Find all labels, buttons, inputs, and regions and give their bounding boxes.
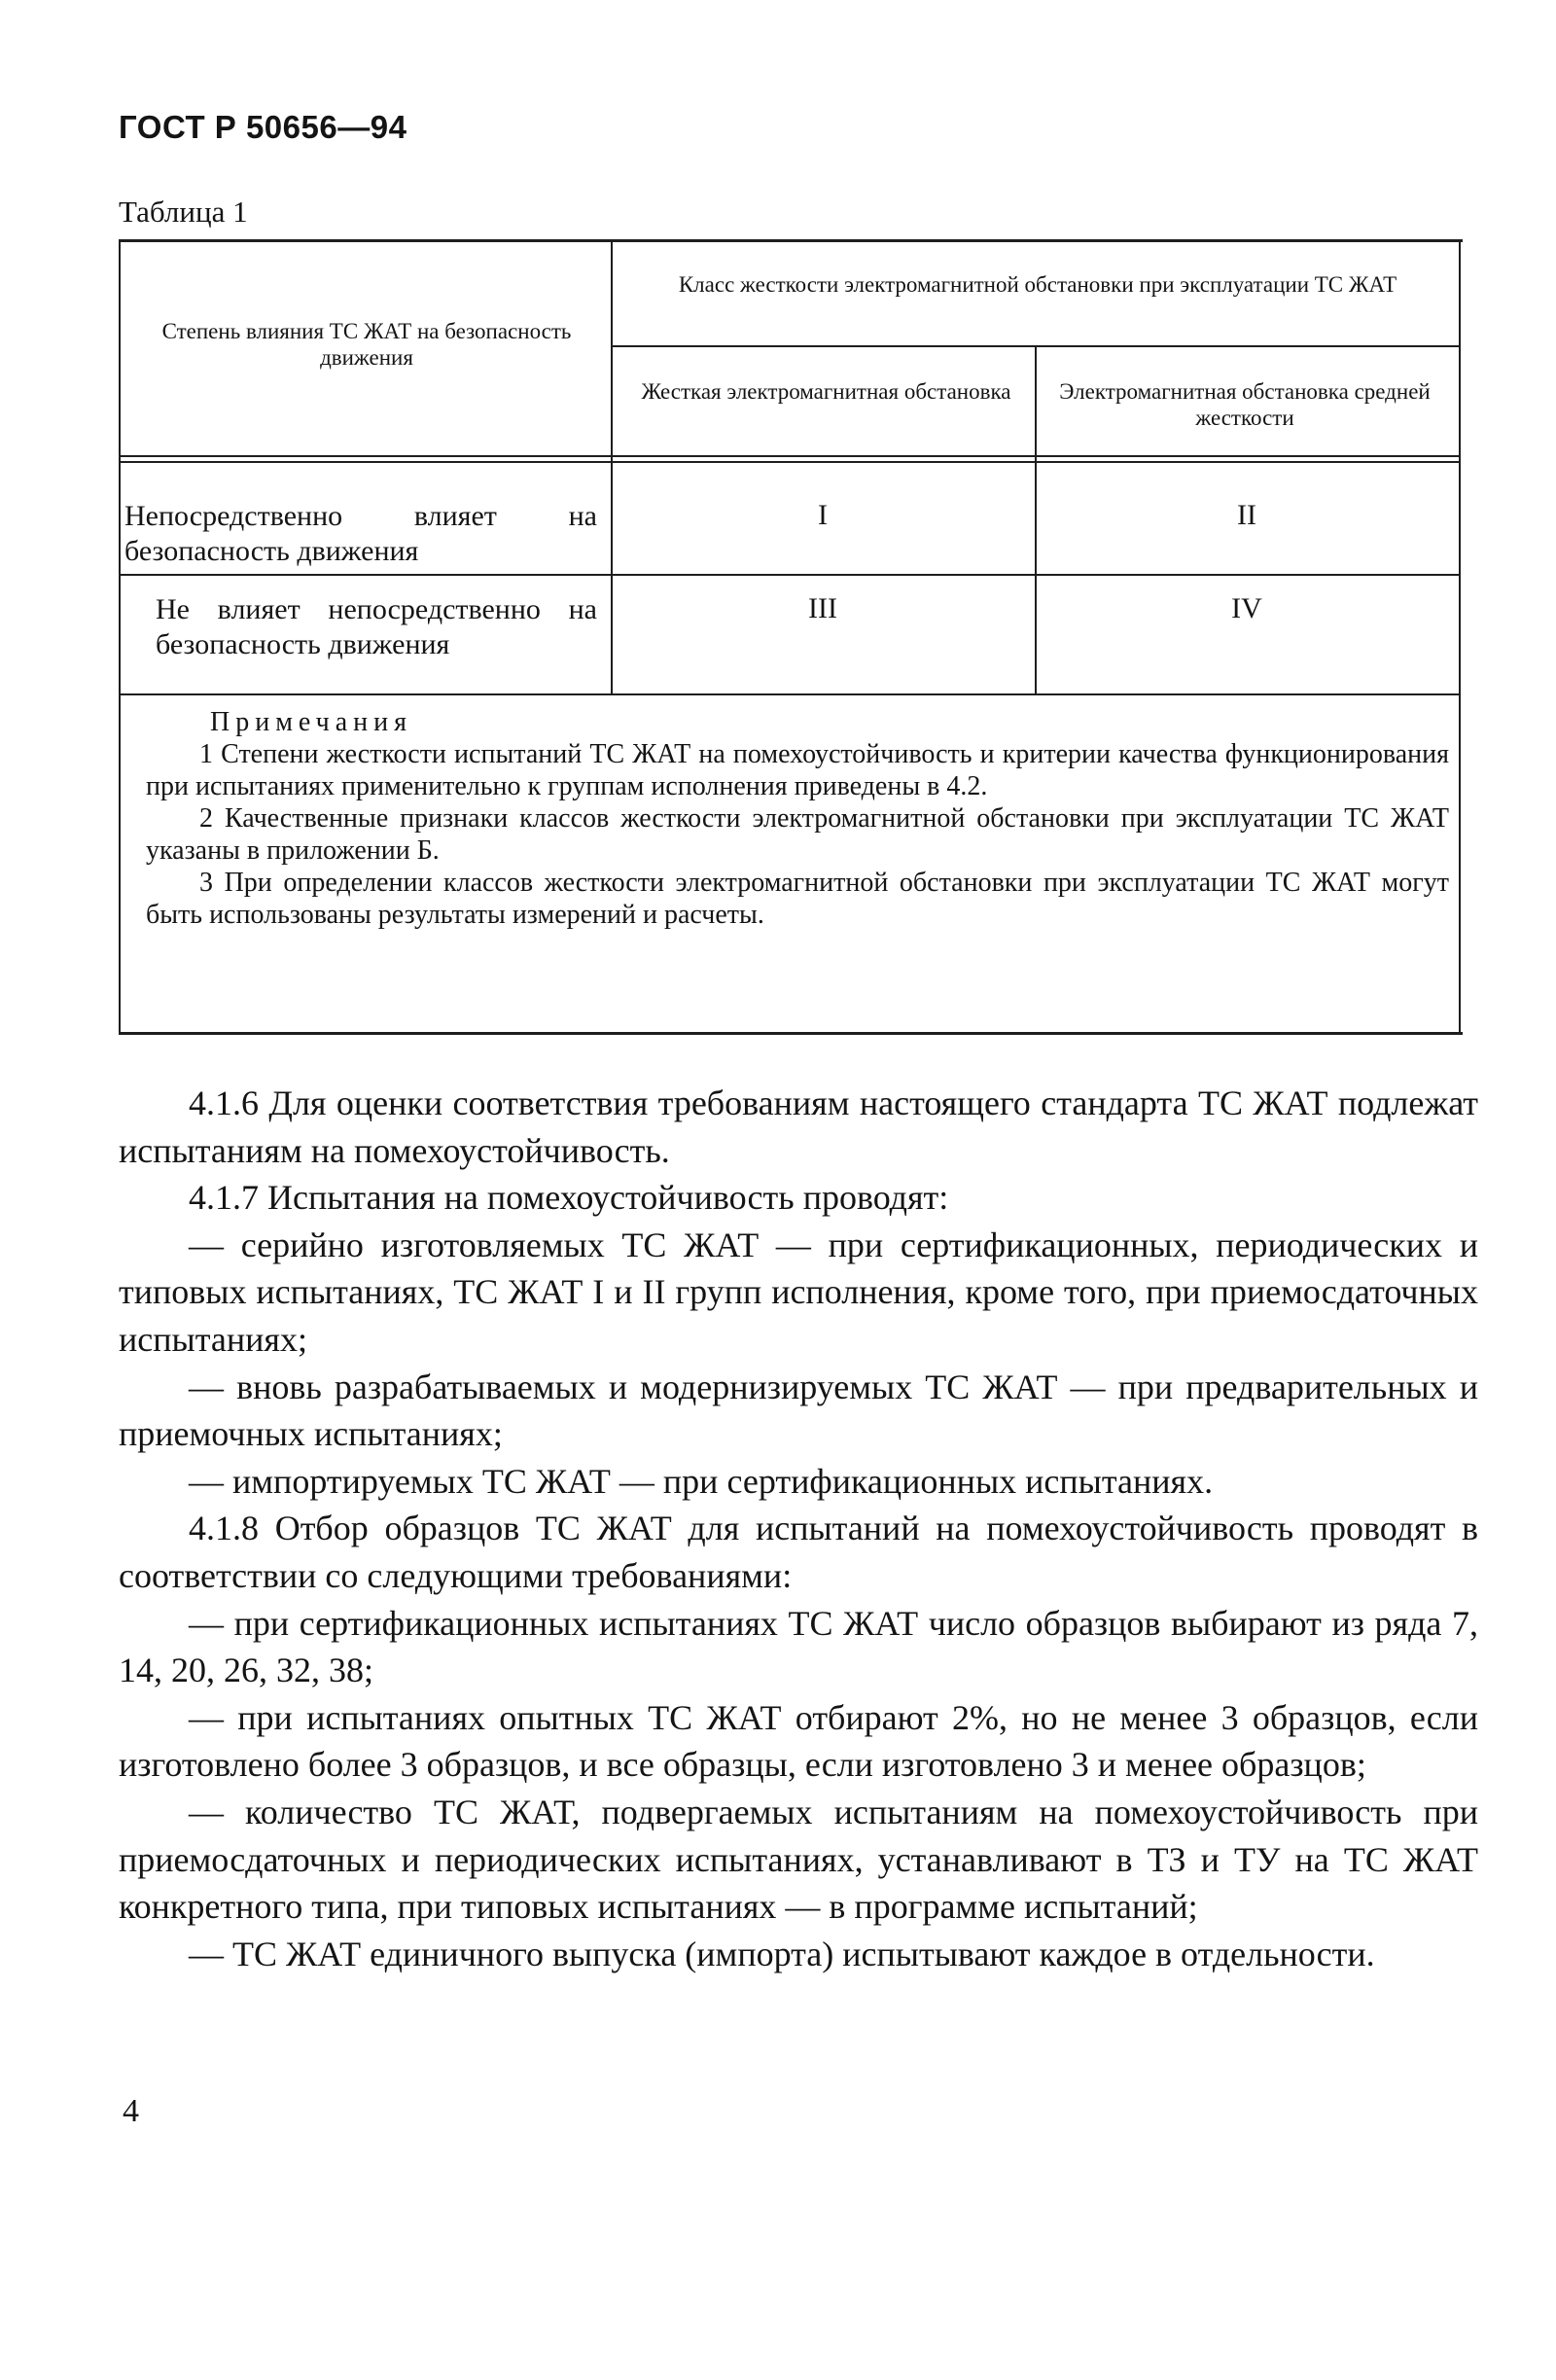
subheader-hard: Жесткая электромагнитная обстановка xyxy=(641,379,1011,404)
header-class: Класс жесткости электромагнитной обстановки при эксплуатации ТС ЖАТ xyxy=(678,272,1397,297)
list-item-single: — ТС ЖАТ единичного выпуска (импорта) испытывают каждое в отдельности. xyxy=(189,1934,1375,1973)
table-caption: Таблица 1 xyxy=(119,195,248,229)
subheader-medium: Электромагнитная обстановка средней жесткости xyxy=(1059,379,1431,430)
row-2-hard-class: III xyxy=(808,592,837,624)
note-1: 1 Степени жесткости испытаний ТС ЖАТ на помехоустойчивость и критерии качества функционирования при испытаниях применительно к группам исполнения приведены в 4.2. xyxy=(146,739,1449,801)
table-right-border xyxy=(1459,242,1461,1032)
table-header-line-1 xyxy=(119,455,1461,457)
table-col-divider xyxy=(611,242,613,693)
list-item-new: — вновь разрабатываемых и модернизируемых ТС ЖАТ — при предварительных и приемочных испытаниях; xyxy=(119,1367,1478,1454)
table-left-border xyxy=(119,242,121,1032)
body-text xyxy=(119,1080,1478,1977)
classification-table xyxy=(119,239,1463,1035)
list-item-prototype: — при испытаниях опытных ТС ЖАТ отбирают 2%, но не менее 3 образцов, если изготовлено более 3 образцов, и все образцы, если изготовлено 3 и менее образцов; xyxy=(119,1697,1478,1785)
table-subheader-line xyxy=(611,345,1461,347)
page-number: 4 xyxy=(123,2093,139,2129)
paragraph-4-1-6: 4.1.6 Для оценки соответствия требованиям настоящего стандарта ТС ЖАТ подлежат испытаниям на помехоустойчивость. xyxy=(119,1083,1478,1170)
list-item-serial: — серийно изготовляемых ТС ЖАТ — при сертификационных, периодических и типовых испытаниях, ТС ЖАТ I и II групп исполнения, кроме того, при приемосдаточных испытаниях; xyxy=(119,1225,1478,1359)
table-header-line-2 xyxy=(119,461,1461,463)
table-row-divider xyxy=(119,574,1461,576)
list-item-quantity: — количество ТС ЖАТ, подвергаемых испытаниям на помехоустойчивость при приемосдаточных и периодических испытаниях, устанавливают в ТЗ и ТУ на ТС ЖАТ конкретного типа, при типовых испытаниях — в программе испытаний; xyxy=(119,1792,1478,1927)
paragraph-4-1-7: 4.1.7 Испытания на помехоустойчивость проводят: xyxy=(189,1178,949,1218)
table-notes xyxy=(146,707,1449,931)
row-2-medium-class: IV xyxy=(1231,592,1262,624)
standard-code: ГОСТ Р 50656—94 xyxy=(119,109,407,145)
list-item-certification: — при сертификационных испытаниях ТС ЖАТ число образцов выбирают из ряда 7, 14, 20, 26, 32, 38; xyxy=(119,1603,1478,1690)
row-2-influence: Не влияет непосредственно на безопасность движения xyxy=(156,593,597,660)
row-1-influence: Непосредственно влияет на безопасность движения xyxy=(124,500,597,567)
list-item-imported: — импортируемых ТС ЖАТ — при сертификационных испытаниях. xyxy=(189,1461,1214,1501)
notes-title: Примечания xyxy=(210,707,413,737)
note-2: 2 Качественные признаки классов жесткости электромагнитной обстановки при эксплуатации ТС ЖАТ указаны в приложении Б. xyxy=(146,803,1449,866)
row-1-medium-class: II xyxy=(1237,499,1256,531)
header-influence: Степень влияния ТС ЖАТ на безопасность движения xyxy=(161,319,572,370)
note-3: 3 При определении классов жесткости электромагнитной обстановки при эксплуатации ТС ЖАТ могут быть использованы результаты измерений и расчеты. xyxy=(146,868,1449,930)
table-notes-divider xyxy=(119,693,1461,695)
row-1-hard-class: I xyxy=(818,499,828,531)
paragraph-4-1-8: 4.1.8 Отбор образцов ТС ЖАТ для испытаний на помехоустойчивость проводят в соответствии со следующими требованиями: xyxy=(119,1509,1478,1595)
